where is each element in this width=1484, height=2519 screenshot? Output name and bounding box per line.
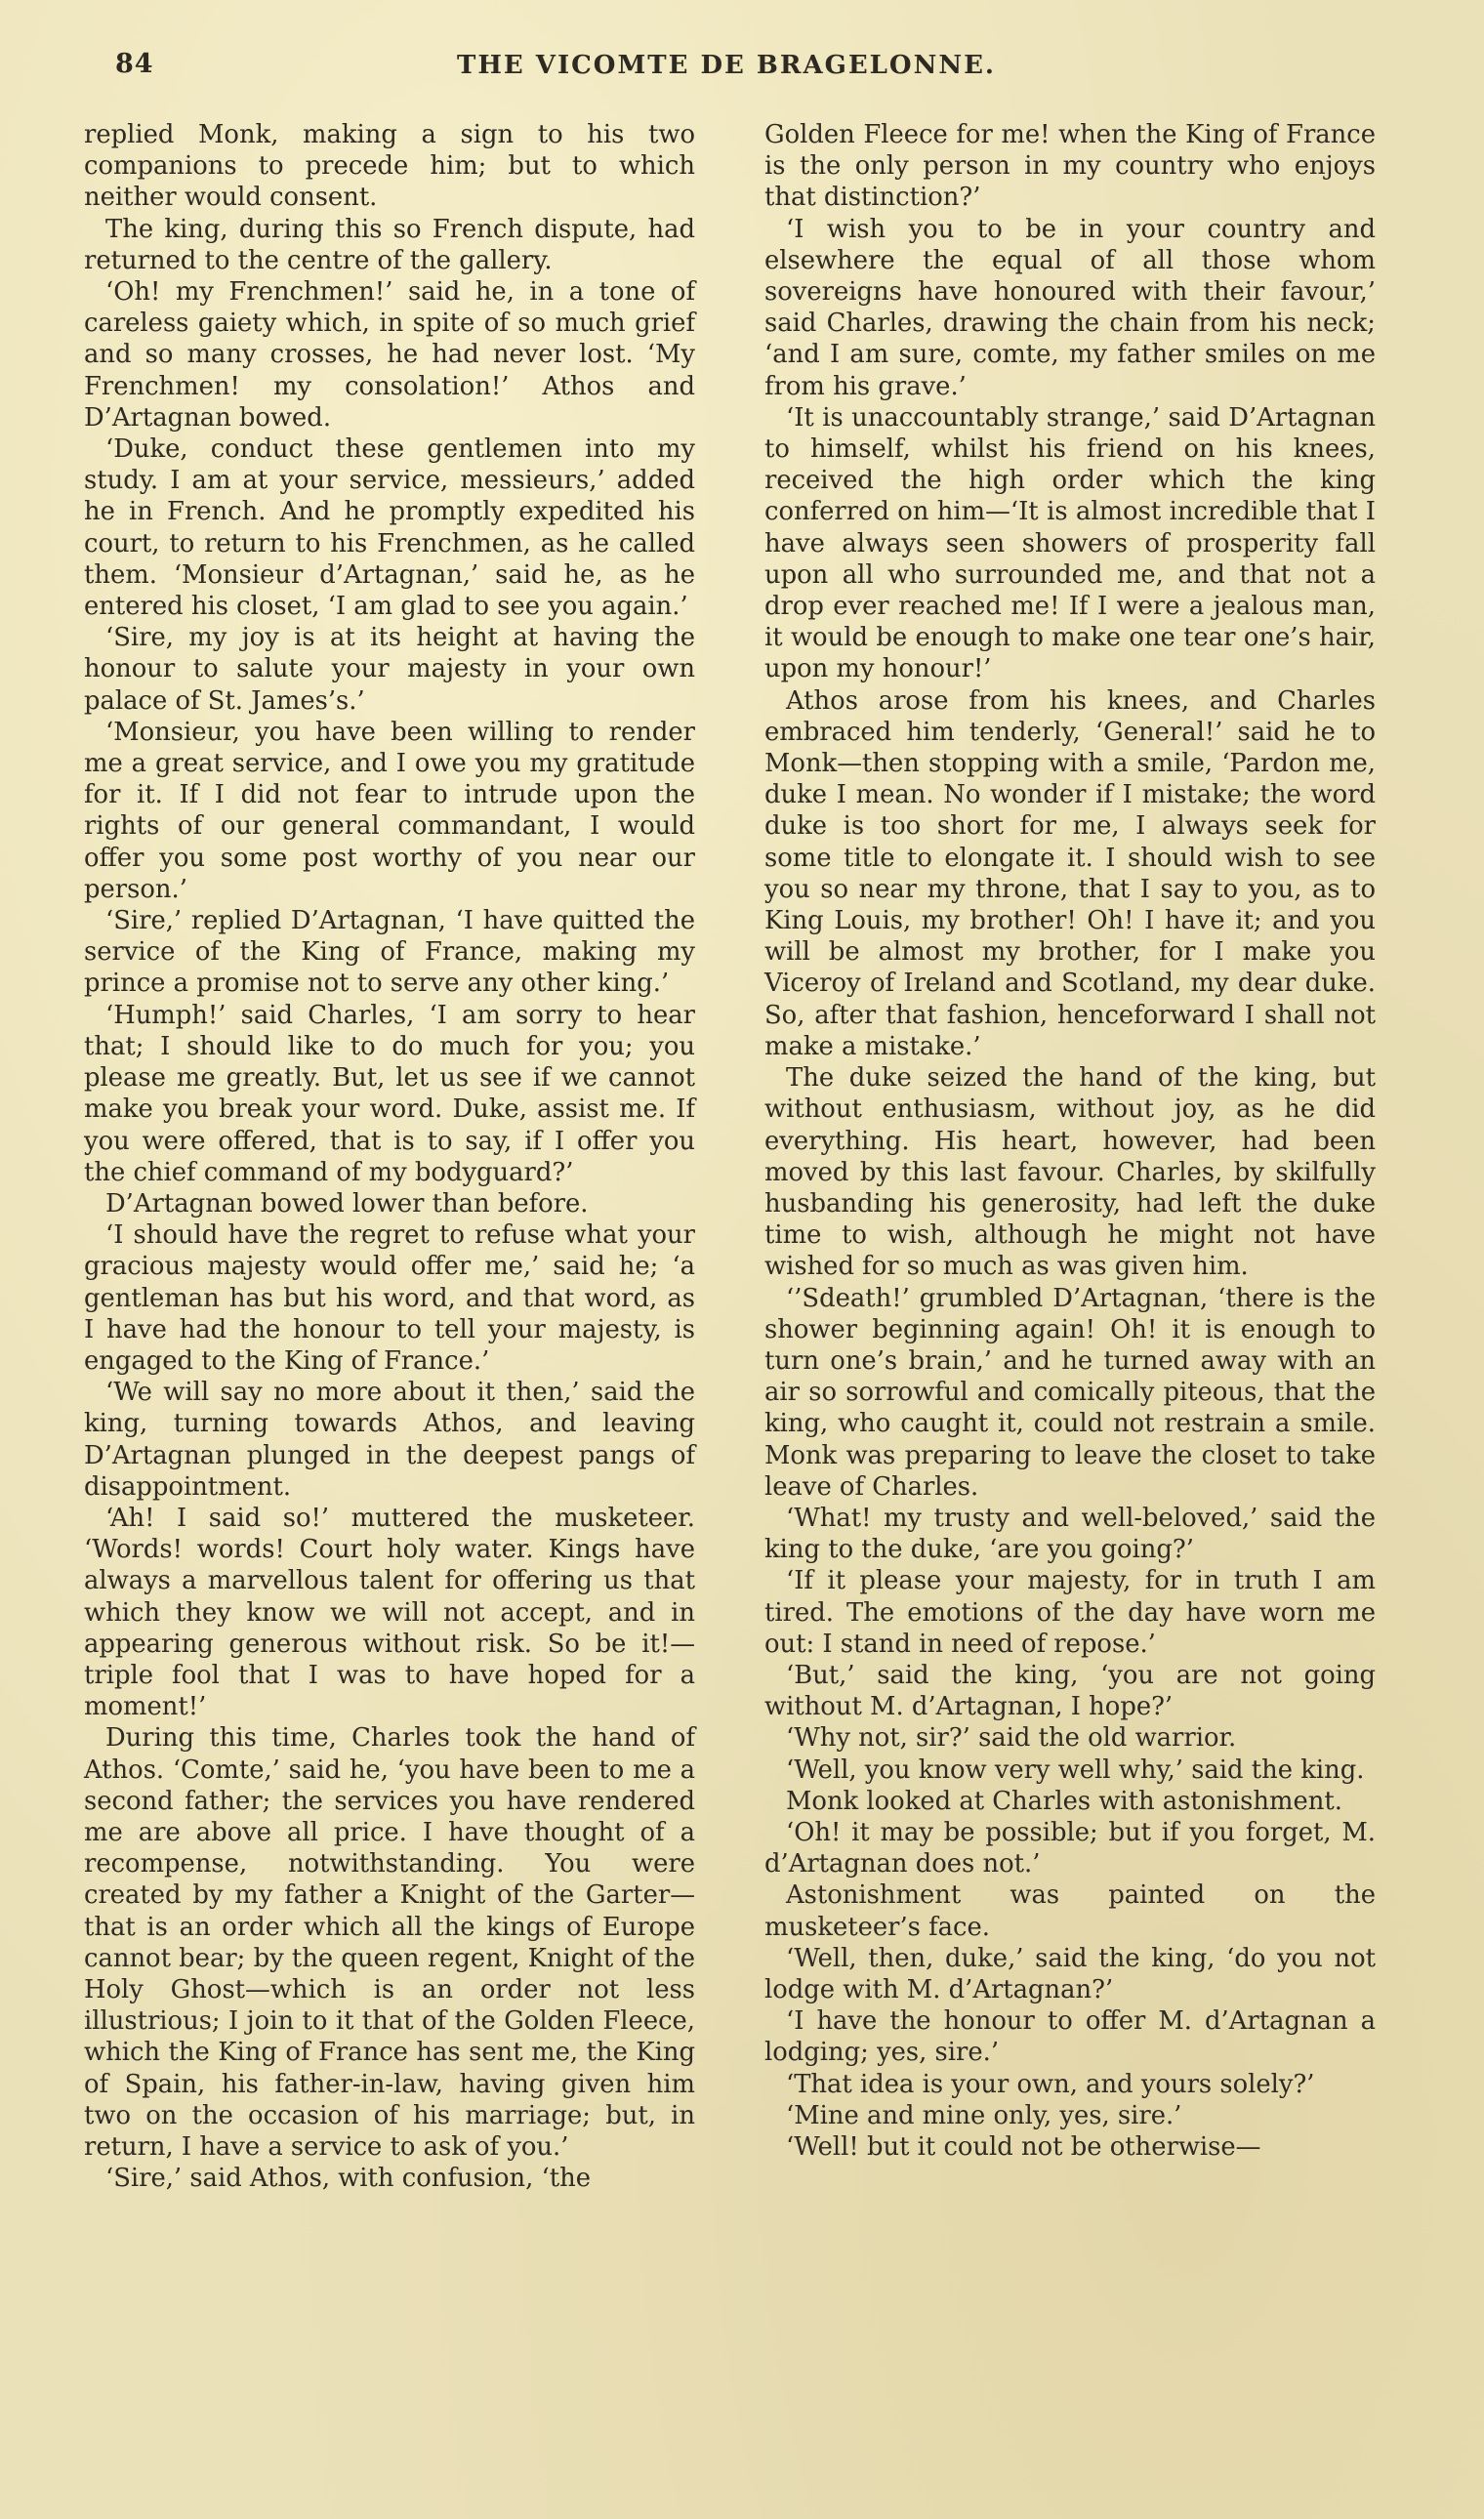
paragraph: ‘Well, then, duke,’ said the king, ‘do you not lodge with M. d’Artagnan?’	[764, 1943, 1376, 2004]
paragraph: ‘Oh! it may be possible; but if you forget, M. d’Artagnan does not.’	[764, 1817, 1376, 1879]
paragraph: ‘It is unaccountably strange,’ said D’Artagnan to himself, whilst his friend on his knees, received the high order which the king conferred on him—‘It is almost incredible that I have always seen showers of prosperity fall upon all who surrounded me, and that not a drop ever reached me! If I were a jealous man, it would be enough to make one tear one’s hair, upon my honour!’	[764, 402, 1376, 684]
paragraph: ‘I wish you to be in your country and elsewhere the equal of all those whom sovereigns have honoured with their favour,’ said Charles, drawing the chain from his neck; ‘and I am sure, comte, my father smiles on me from his grave.’	[764, 214, 1376, 401]
paragraph: During this time, Charles took the hand of Athos. ‘Comte,’ said he, ‘you have been to me a second father; the services you have rendered me are above all price. I have thought of a recompense, notwithstanding. You were created by my father a Knight of the Garter—that is an order which all the kings of Europe cannot bear; by the queen regent, Knight of the Holy Ghost—which is an order not less illustrious; I join to it that of the Golden Fleece, which the King of France has sent me, the King of Spain, his father-in-law, having given him two on the occasion of his marriage; but, in return, I have a service to ask of you.’	[84, 1723, 695, 2162]
paragraph: ‘Oh! my Frenchmen!’ said he, in a tone of careless gaiety which, in spite of so much grief and so many crosses, he had never lost. ‘My Frenchmen! my consolation!’ Athos and D’Artagnan bowed.	[84, 277, 695, 433]
page-number: 84	[115, 49, 154, 79]
paragraph: ‘Well, you know very well why,’ said the king.	[786, 1755, 1365, 1785]
paragraph: ‘Humph!’ said Charles, ‘I am sorry to hear that; I should like to do much for you; you please me greatly. But, let us see if we cannot make you break your word. Duke, assist me. If you were offered, that is to say, if I offer you the chief command of my bodyguard?’	[84, 1000, 695, 1187]
paragraph: ‘Mine and mine only, yes, sire.’	[786, 2100, 1182, 2130]
right-column	[764, 119, 1376, 2163]
paragraph: The king, during this so French dispute, had returned to the centre of the gallery.	[84, 214, 695, 275]
paragraph: ‘Monsieur, you have been willing to render me a great service, and I owe you my gratitude for it. If I did not fear to intrude upon the rights of our general commandant, I would offer you some post worthy of you near our person.’	[84, 717, 695, 904]
paragraph: Astonishment was painted on the musketeer’s face.	[764, 1880, 1376, 1942]
paragraph: ‘Sire, my joy is at its height at having the honour to salute your majesty in your own palace of St. James’s.’	[84, 623, 695, 716]
page-header	[115, 49, 1338, 88]
paragraph: ‘We will say no more about it then,’ said the king, turning towards Athos, and leaving D’Artagnan plunged in the deepest pangs of disappointment.	[84, 1378, 695, 1502]
paragraph: ‘’Sdeath!’ grumbled D’Artagnan, ‘there is the shower beginning again! Oh! it is enough to turn one’s brain,’ and he turned away with an air so sorrowful and comically piteous, that the king, who caught it, could not restrain a smile. Monk was preparing to leave the closet to take leave of Charles.	[764, 1283, 1376, 1502]
paragraph: The duke seized the hand of the king, but without enthusiasm, without joy, as he did everything. His heart, however, had been moved by this last favour. Charles, by skilfully husbanding his generosity, had left the duke time to wish, although he might not have wished for so much as was given him.	[764, 1063, 1376, 1282]
running-title: THE VICOMTE DE BRAGELONNE.	[457, 51, 996, 80]
paragraph: ‘Sire,’ said Athos, with confusion, ‘the	[105, 2164, 591, 2194]
paragraph: ‘But,’ said the king, ‘you are not going without M. d’Artagnan, I hope?’	[764, 1660, 1376, 1722]
paragraph: ‘That idea is your own, and yours solely?’	[786, 2069, 1315, 2099]
paragraph: ‘Ah! I said so!’ muttered the musketeer. ‘Words! words! Court holy water. Kings have always a marvellous talent for offering us that which they know we will not accept, and in appearing generous without risk. So be it!—triple fool that I was to have hoped for a moment!’	[84, 1503, 695, 1722]
paragraph: Monk looked at Charles with astonishment.	[786, 1786, 1342, 1816]
paragraph: Golden Fleece for me! when the King of France is the only person in my country who enjoys that distinction?’	[764, 120, 1376, 213]
paragraph: ‘Sire,’ replied D’Artagnan, ‘I have quitted the service of the King of France, making my prince a promise not to serve any other king.’	[84, 906, 695, 999]
paragraph: replied Monk, making a sign to his two companions to precede him; but to which neither would consent.	[84, 120, 695, 213]
paragraph: Athos arose from his knees, and Charles embraced him tenderly, ‘General!’ said he to Monk—then stopping with a smile, ‘Pardon me, duke I mean. No wonder if I mistake; the word duke is too short for me, I always seek for some title to elongate it. I should wish to see you so near my throne, that I say to you, as to King Louis, my brother! Oh! I have it; and you will be almost my brother, for I make you Viceroy of Ireland and Scotland, my dear duke. So, after that fashion, henceforward I shall not make a mistake.’	[764, 685, 1376, 1061]
left-column	[84, 119, 695, 2194]
paragraph: ‘Why not, sir?’ said the old warrior.	[786, 1723, 1237, 1754]
paragraph: ‘Well! but it could not be otherwise—	[786, 2132, 1261, 2162]
paragraph: ‘I have the honour to offer M. d’Artagnan a lodging; yes, sire.’	[764, 2006, 1376, 2068]
paragraph: ‘I should have the regret to refuse what your gracious majesty would offer me,’ said he; ‘a gentleman has but his word, and that word, as I have had the honour to tell your majesty, is engaged to the King of France.’	[84, 1220, 695, 1376]
paragraph: ‘What! my trusty and well-beloved,’ said the king to the duke, ‘are you going?’	[764, 1503, 1376, 1565]
paragraph: ‘Duke, conduct these gentlemen into my study. I am at your service, messieurs,’ added he in French. And he promptly expedited his court, to return to his Frenchmen, as he called them. ‘Monsieur d’Artagnan,’ said he, as he entered his closet, ‘I am glad to see you again.’	[84, 434, 695, 622]
paragraph: D’Artagnan bowed lower than before.	[105, 1188, 589, 1218]
paragraph: ‘If it please your majesty, for in truth I am tired. The emotions of the day have worn me out: I stand in need of repose.’	[764, 1566, 1376, 1659]
